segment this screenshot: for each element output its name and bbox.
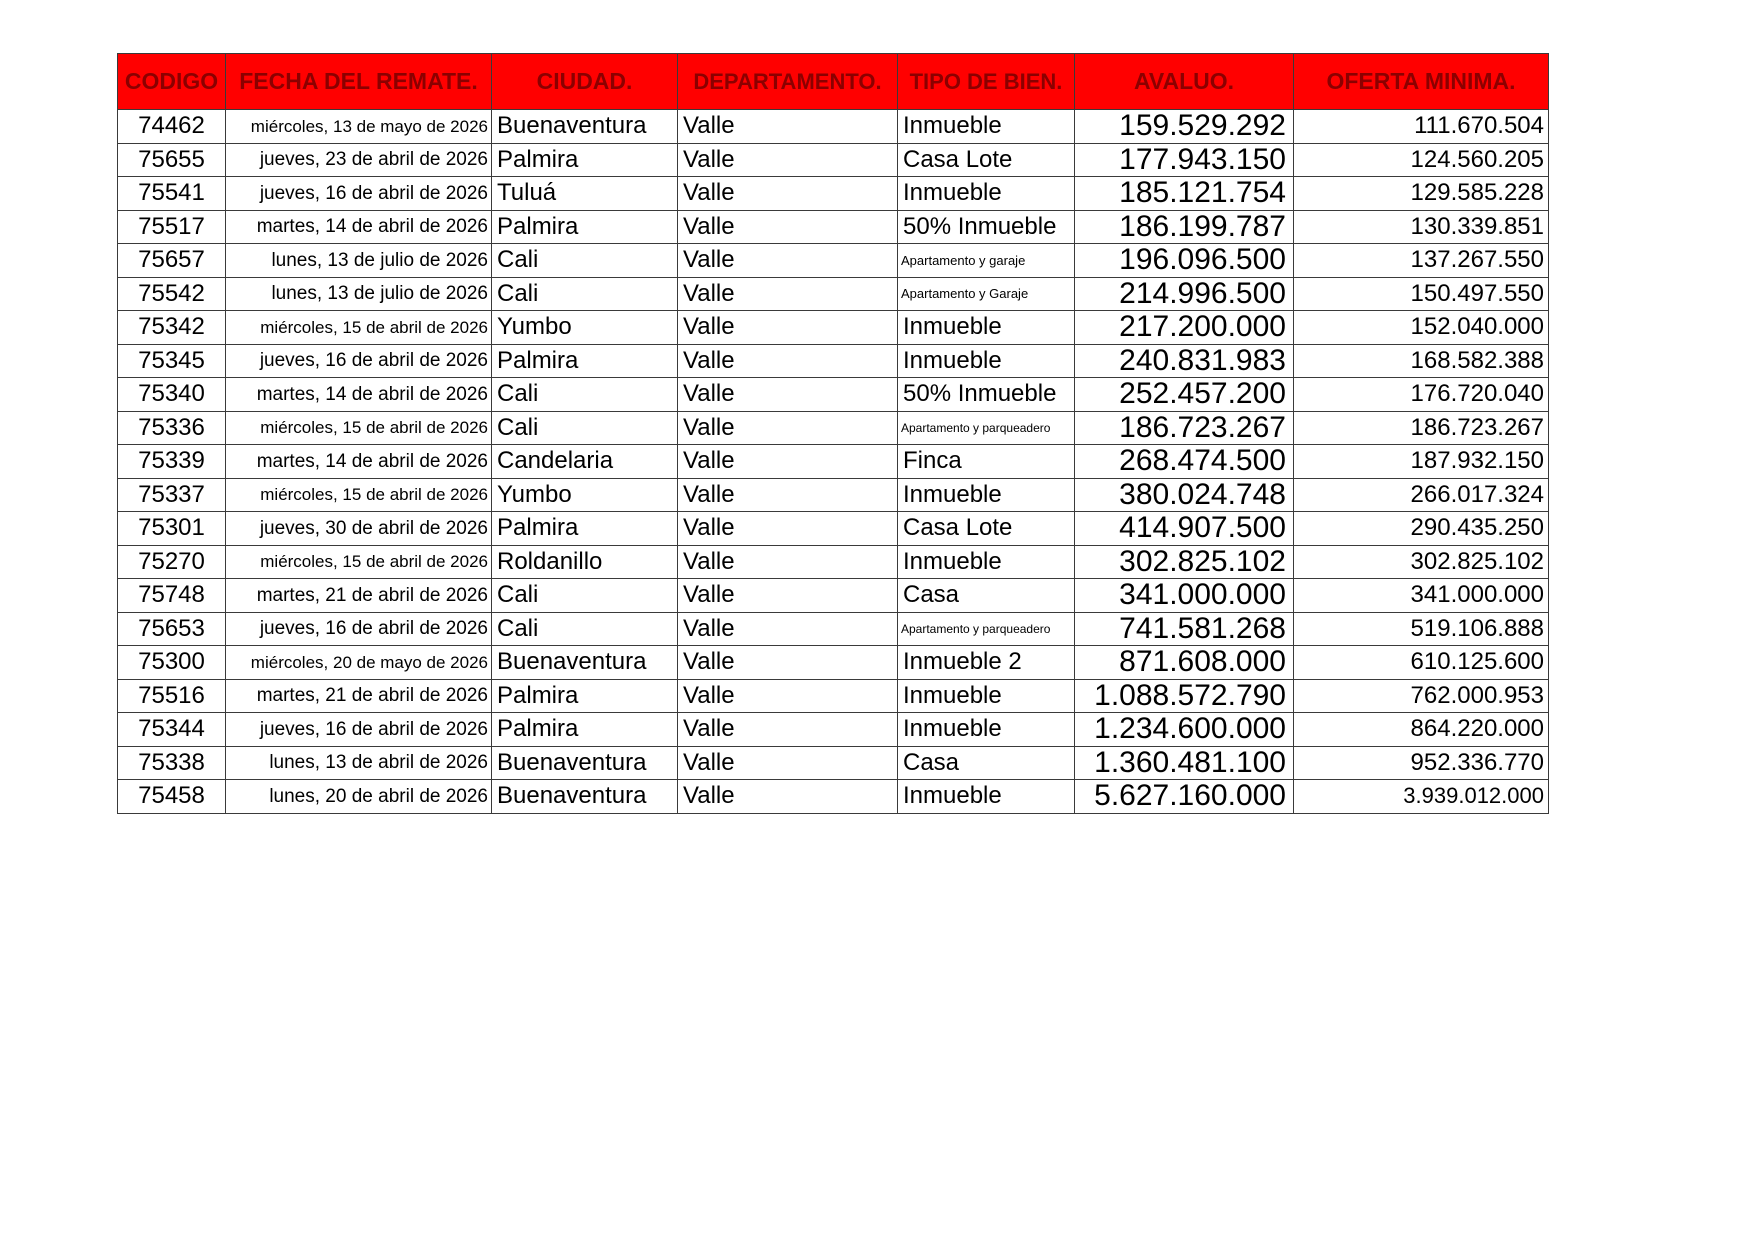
cell-codigo: 75270 bbox=[118, 545, 226, 579]
cell-codigo: 75338 bbox=[118, 746, 226, 780]
cell-tipo: 50% Inmueble bbox=[898, 378, 1075, 412]
cell-departamento: Valle bbox=[678, 545, 898, 579]
cell-tipo: 50% Inmueble bbox=[898, 210, 1075, 244]
cell-fecha: lunes, 13 de abril de 2026 bbox=[226, 746, 492, 780]
header-avaluo: AVALUO. bbox=[1075, 54, 1294, 110]
cell-codigo: 75458 bbox=[118, 780, 226, 814]
cell-fecha: miércoles, 15 de abril de 2026 bbox=[226, 311, 492, 345]
cell-oferta: 130.339.851 bbox=[1294, 210, 1549, 244]
cell-oferta: 290.435.250 bbox=[1294, 512, 1549, 546]
cell-departamento: Valle bbox=[678, 210, 898, 244]
cell-ciudad: Candelaria bbox=[492, 445, 678, 479]
cell-ciudad: Cali bbox=[492, 579, 678, 613]
cell-oferta: 129.585.228 bbox=[1294, 177, 1549, 211]
cell-fecha: jueves, 16 de abril de 2026 bbox=[226, 612, 492, 646]
cell-ciudad: Cali bbox=[492, 244, 678, 278]
cell-oferta: 111.670.504 bbox=[1294, 110, 1549, 144]
cell-fecha: miércoles, 15 de abril de 2026 bbox=[226, 545, 492, 579]
cell-departamento: Valle bbox=[678, 344, 898, 378]
cell-tipo: Casa Lote bbox=[898, 143, 1075, 177]
cell-tipo: Apartamento y Garaje bbox=[898, 277, 1075, 311]
cell-departamento: Valle bbox=[678, 780, 898, 814]
cell-codigo: 75339 bbox=[118, 445, 226, 479]
cell-fecha: miércoles, 15 de abril de 2026 bbox=[226, 411, 492, 445]
cell-tipo: Inmueble bbox=[898, 478, 1075, 512]
cell-oferta: 266.017.324 bbox=[1294, 478, 1549, 512]
cell-ciudad: Palmira bbox=[492, 210, 678, 244]
cell-tipo: Casa bbox=[898, 579, 1075, 613]
cell-ciudad: Buenaventura bbox=[492, 780, 678, 814]
cell-codigo: 75344 bbox=[118, 713, 226, 747]
cell-oferta: 610.125.600 bbox=[1294, 646, 1549, 680]
cell-oferta: 150.497.550 bbox=[1294, 277, 1549, 311]
cell-departamento: Valle bbox=[678, 277, 898, 311]
cell-fecha: lunes, 13 de julio de 2026 bbox=[226, 244, 492, 278]
cell-avaluo: 196.096.500 bbox=[1075, 244, 1294, 278]
header-fecha: FECHA DEL REMATE. bbox=[226, 54, 492, 110]
cell-avaluo: 5.627.160.000 bbox=[1075, 780, 1294, 814]
cell-avaluo: 341.000.000 bbox=[1075, 579, 1294, 613]
cell-codigo: 75653 bbox=[118, 612, 226, 646]
cell-oferta: 137.267.550 bbox=[1294, 244, 1549, 278]
cell-avaluo: 214.996.500 bbox=[1075, 277, 1294, 311]
cell-codigo: 75657 bbox=[118, 244, 226, 278]
cell-avaluo: 186.723.267 bbox=[1075, 411, 1294, 445]
cell-ciudad: Yumbo bbox=[492, 478, 678, 512]
header-departamento: DEPARTAMENTO. bbox=[678, 54, 898, 110]
header-codigo: CODIGO bbox=[118, 54, 226, 110]
cell-ciudad: Cali bbox=[492, 277, 678, 311]
table-row bbox=[118, 210, 1549, 244]
cell-departamento: Valle bbox=[678, 679, 898, 713]
cell-departamento: Valle bbox=[678, 378, 898, 412]
cell-tipo: Casa bbox=[898, 746, 1075, 780]
cell-ciudad: Roldanillo bbox=[492, 545, 678, 579]
cell-ciudad: Buenaventura bbox=[492, 746, 678, 780]
cell-avaluo: 159.529.292 bbox=[1075, 110, 1294, 144]
table-row bbox=[118, 545, 1549, 579]
cell-ciudad: Palmira bbox=[492, 512, 678, 546]
cell-fecha: jueves, 16 de abril de 2026 bbox=[226, 344, 492, 378]
cell-tipo: Apartamento y parqueadero bbox=[898, 612, 1075, 646]
cell-departamento: Valle bbox=[678, 713, 898, 747]
table-header bbox=[118, 54, 1549, 110]
cell-ciudad: Cali bbox=[492, 612, 678, 646]
cell-departamento: Valle bbox=[678, 746, 898, 780]
cell-avaluo: 302.825.102 bbox=[1075, 545, 1294, 579]
cell-avaluo: 240.831.983 bbox=[1075, 344, 1294, 378]
cell-ciudad: Cali bbox=[492, 411, 678, 445]
cell-codigo: 74462 bbox=[118, 110, 226, 144]
cell-avaluo: 217.200.000 bbox=[1075, 311, 1294, 345]
cell-avaluo: 177.943.150 bbox=[1075, 143, 1294, 177]
table-row bbox=[118, 612, 1549, 646]
table-body bbox=[118, 110, 1549, 814]
cell-departamento: Valle bbox=[678, 612, 898, 646]
cell-tipo: Inmueble bbox=[898, 344, 1075, 378]
cell-fecha: lunes, 13 de julio de 2026 bbox=[226, 277, 492, 311]
cell-tipo: Inmueble bbox=[898, 679, 1075, 713]
cell-codigo: 75340 bbox=[118, 378, 226, 412]
cell-ciudad: Tuluá bbox=[492, 177, 678, 211]
table-row bbox=[118, 646, 1549, 680]
cell-fecha: jueves, 30 de abril de 2026 bbox=[226, 512, 492, 546]
cell-departamento: Valle bbox=[678, 579, 898, 613]
cell-oferta: 168.582.388 bbox=[1294, 344, 1549, 378]
cell-tipo: Inmueble bbox=[898, 311, 1075, 345]
cell-fecha: miércoles, 15 de abril de 2026 bbox=[226, 478, 492, 512]
cell-avaluo: 186.199.787 bbox=[1075, 210, 1294, 244]
header-tipo: TIPO DE BIEN. bbox=[898, 54, 1075, 110]
cell-ciudad: Cali bbox=[492, 378, 678, 412]
cell-tipo: Inmueble bbox=[898, 713, 1075, 747]
cell-fecha: martes, 21 de abril de 2026 bbox=[226, 579, 492, 613]
cell-fecha: jueves, 16 de abril de 2026 bbox=[226, 713, 492, 747]
cell-fecha: lunes, 20 de abril de 2026 bbox=[226, 780, 492, 814]
table-row bbox=[118, 378, 1549, 412]
cell-departamento: Valle bbox=[678, 143, 898, 177]
cell-departamento: Valle bbox=[678, 244, 898, 278]
header-ciudad: CIUDAD. bbox=[492, 54, 678, 110]
cell-departamento: Valle bbox=[678, 478, 898, 512]
cell-fecha: martes, 14 de abril de 2026 bbox=[226, 210, 492, 244]
cell-fecha: miércoles, 13 de mayo de 2026 bbox=[226, 110, 492, 144]
cell-codigo: 75516 bbox=[118, 679, 226, 713]
cell-tipo: Inmueble bbox=[898, 110, 1075, 144]
cell-oferta: 152.040.000 bbox=[1294, 311, 1549, 345]
cell-codigo: 75655 bbox=[118, 143, 226, 177]
cell-codigo: 75300 bbox=[118, 646, 226, 680]
cell-departamento: Valle bbox=[678, 445, 898, 479]
header-row bbox=[118, 54, 1549, 110]
table-row bbox=[118, 311, 1549, 345]
cell-oferta: 3.939.012.000 bbox=[1294, 780, 1549, 814]
auction-table bbox=[117, 53, 1549, 814]
cell-codigo: 75337 bbox=[118, 478, 226, 512]
cell-oferta: 519.106.888 bbox=[1294, 612, 1549, 646]
cell-fecha: martes, 14 de abril de 2026 bbox=[226, 445, 492, 479]
table-row bbox=[118, 143, 1549, 177]
cell-avaluo: 185.121.754 bbox=[1075, 177, 1294, 211]
table-row bbox=[118, 277, 1549, 311]
cell-codigo: 75345 bbox=[118, 344, 226, 378]
cell-ciudad: Yumbo bbox=[492, 311, 678, 345]
cell-avaluo: 741.581.268 bbox=[1075, 612, 1294, 646]
table-row bbox=[118, 679, 1549, 713]
cell-oferta: 176.720.040 bbox=[1294, 378, 1549, 412]
table-row bbox=[118, 512, 1549, 546]
table-row bbox=[118, 478, 1549, 512]
table-row bbox=[118, 244, 1549, 278]
table-row bbox=[118, 713, 1549, 747]
table-row bbox=[118, 110, 1549, 144]
cell-fecha: martes, 21 de abril de 2026 bbox=[226, 679, 492, 713]
cell-tipo: Apartamento y garaje bbox=[898, 244, 1075, 278]
table-row bbox=[118, 746, 1549, 780]
cell-avaluo: 380.024.748 bbox=[1075, 478, 1294, 512]
cell-codigo: 75336 bbox=[118, 411, 226, 445]
cell-codigo: 75517 bbox=[118, 210, 226, 244]
cell-departamento: Valle bbox=[678, 646, 898, 680]
cell-avaluo: 414.907.500 bbox=[1075, 512, 1294, 546]
cell-codigo: 75748 bbox=[118, 579, 226, 613]
cell-oferta: 341.000.000 bbox=[1294, 579, 1549, 613]
cell-avaluo: 1.234.600.000 bbox=[1075, 713, 1294, 747]
cell-ciudad: Palmira bbox=[492, 713, 678, 747]
cell-oferta: 124.560.205 bbox=[1294, 143, 1549, 177]
table-row bbox=[118, 344, 1549, 378]
cell-oferta: 952.336.770 bbox=[1294, 746, 1549, 780]
cell-avaluo: 252.457.200 bbox=[1075, 378, 1294, 412]
cell-tipo: Inmueble bbox=[898, 545, 1075, 579]
cell-ciudad: Palmira bbox=[492, 344, 678, 378]
cell-tipo: Casa Lote bbox=[898, 512, 1075, 546]
cell-tipo: Inmueble 2 bbox=[898, 646, 1075, 680]
cell-avaluo: 268.474.500 bbox=[1075, 445, 1294, 479]
cell-avaluo: 1.088.572.790 bbox=[1075, 679, 1294, 713]
cell-departamento: Valle bbox=[678, 110, 898, 144]
cell-ciudad: Buenaventura bbox=[492, 110, 678, 144]
cell-fecha: martes, 14 de abril de 2026 bbox=[226, 378, 492, 412]
cell-ciudad: Palmira bbox=[492, 679, 678, 713]
cell-oferta: 762.000.953 bbox=[1294, 679, 1549, 713]
cell-codigo: 75541 bbox=[118, 177, 226, 211]
table-row bbox=[118, 177, 1549, 211]
cell-fecha: miércoles, 20 de mayo de 2026 bbox=[226, 646, 492, 680]
table-row bbox=[118, 411, 1549, 445]
cell-avaluo: 1.360.481.100 bbox=[1075, 746, 1294, 780]
cell-oferta: 186.723.267 bbox=[1294, 411, 1549, 445]
cell-codigo: 75301 bbox=[118, 512, 226, 546]
cell-oferta: 187.932.150 bbox=[1294, 445, 1549, 479]
cell-fecha: jueves, 23 de abril de 2026 bbox=[226, 143, 492, 177]
table-row bbox=[118, 579, 1549, 613]
cell-codigo: 75542 bbox=[118, 277, 226, 311]
table-row bbox=[118, 780, 1549, 814]
cell-departamento: Valle bbox=[678, 411, 898, 445]
cell-departamento: Valle bbox=[678, 177, 898, 211]
cell-ciudad: Palmira bbox=[492, 143, 678, 177]
cell-fecha: jueves, 16 de abril de 2026 bbox=[226, 177, 492, 211]
cell-avaluo: 871.608.000 bbox=[1075, 646, 1294, 680]
cell-oferta: 864.220.000 bbox=[1294, 713, 1549, 747]
cell-ciudad: Buenaventura bbox=[492, 646, 678, 680]
cell-departamento: Valle bbox=[678, 311, 898, 345]
cell-tipo: Apartamento y parqueadero bbox=[898, 411, 1075, 445]
cell-departamento: Valle bbox=[678, 512, 898, 546]
cell-codigo: 75342 bbox=[118, 311, 226, 345]
cell-tipo: Inmueble bbox=[898, 780, 1075, 814]
cell-oferta: 302.825.102 bbox=[1294, 545, 1549, 579]
cell-tipo: Finca bbox=[898, 445, 1075, 479]
table-row bbox=[118, 445, 1549, 479]
cell-tipo: Inmueble bbox=[898, 177, 1075, 211]
header-oferta: OFERTA MINIMA. bbox=[1294, 54, 1549, 110]
